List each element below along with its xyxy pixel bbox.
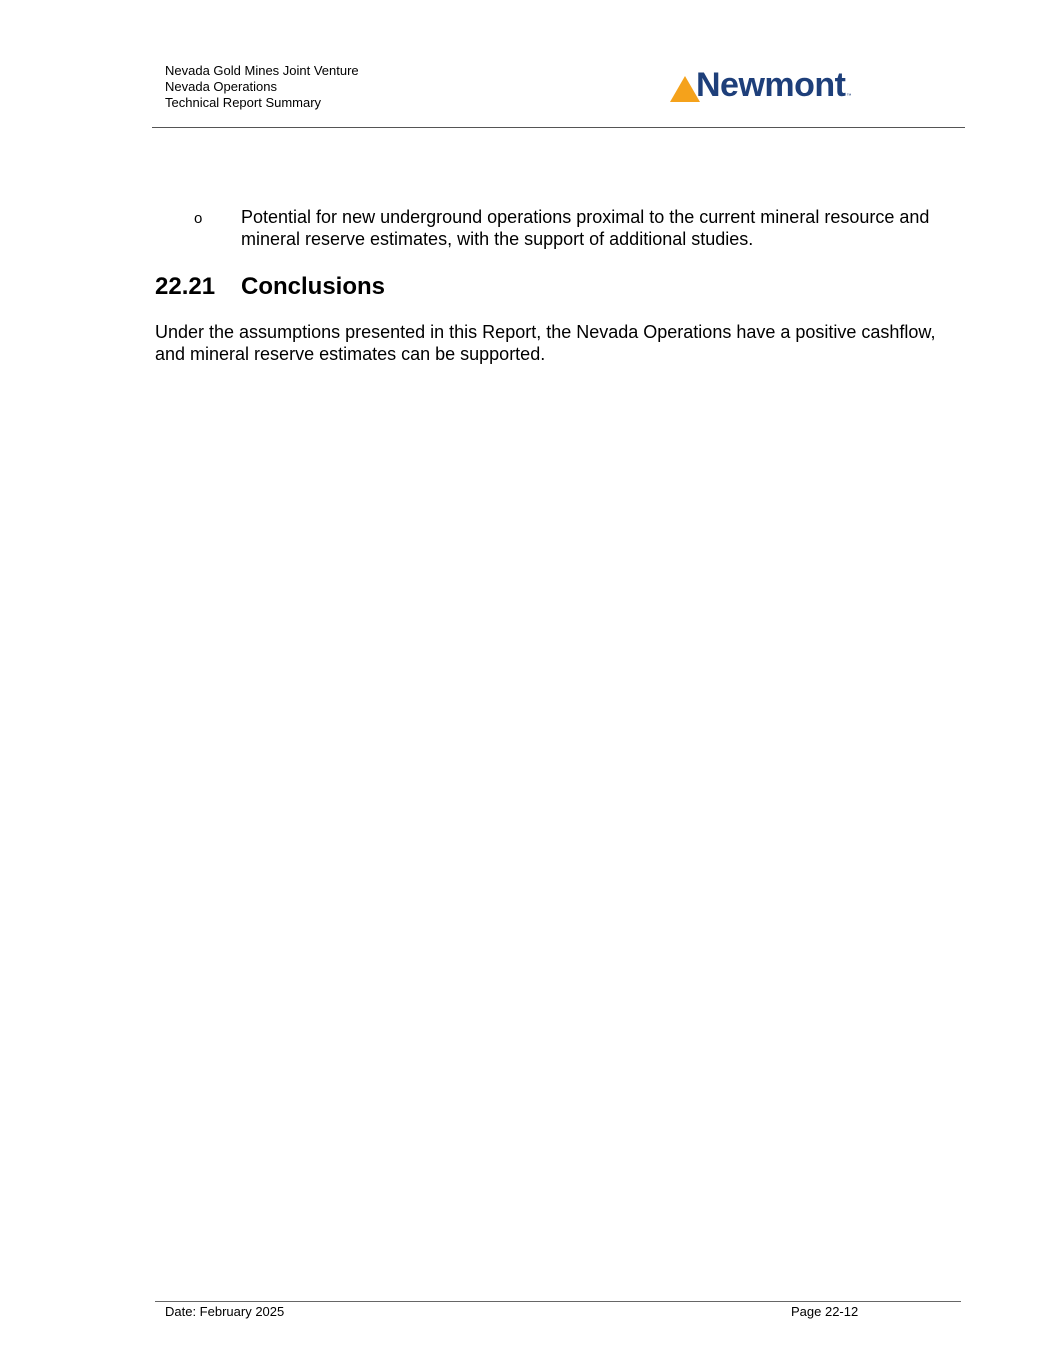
section-title: Conclusions bbox=[241, 273, 386, 300]
section-heading bbox=[155, 272, 385, 302]
newmont-logo bbox=[670, 68, 852, 102]
logo-wordmark: Newmont bbox=[696, 66, 846, 104]
header-line-operations: Nevada Operations bbox=[165, 79, 278, 94]
header-line-report-type: Technical Report Summary bbox=[165, 95, 322, 110]
footer-date: Date: February 2025 bbox=[165, 1304, 285, 1319]
header-line-company: Nevada Gold Mines Joint Venture bbox=[165, 63, 359, 78]
footer-divider bbox=[155, 1301, 961, 1302]
bullet-marker: o bbox=[194, 210, 203, 227]
bullet-item bbox=[194, 206, 969, 250]
trademark-symbol: ™ bbox=[846, 93, 852, 99]
footer-page-number: Page 22-12 bbox=[791, 1304, 859, 1319]
page-header bbox=[165, 63, 359, 111]
section-number: 22.21 bbox=[155, 273, 216, 300]
conclusions-paragraph: Under the assumptions presented in this Report, the Nevada Operations have a positive cashflow, and mineral reserve estimates can be supported. bbox=[155, 322, 936, 364]
bullet-text: Potential for new underground operations proximal to the current mineral resource and mineral reserve estimates, with the support of additional studies. bbox=[241, 207, 930, 249]
header-divider bbox=[152, 127, 965, 128]
